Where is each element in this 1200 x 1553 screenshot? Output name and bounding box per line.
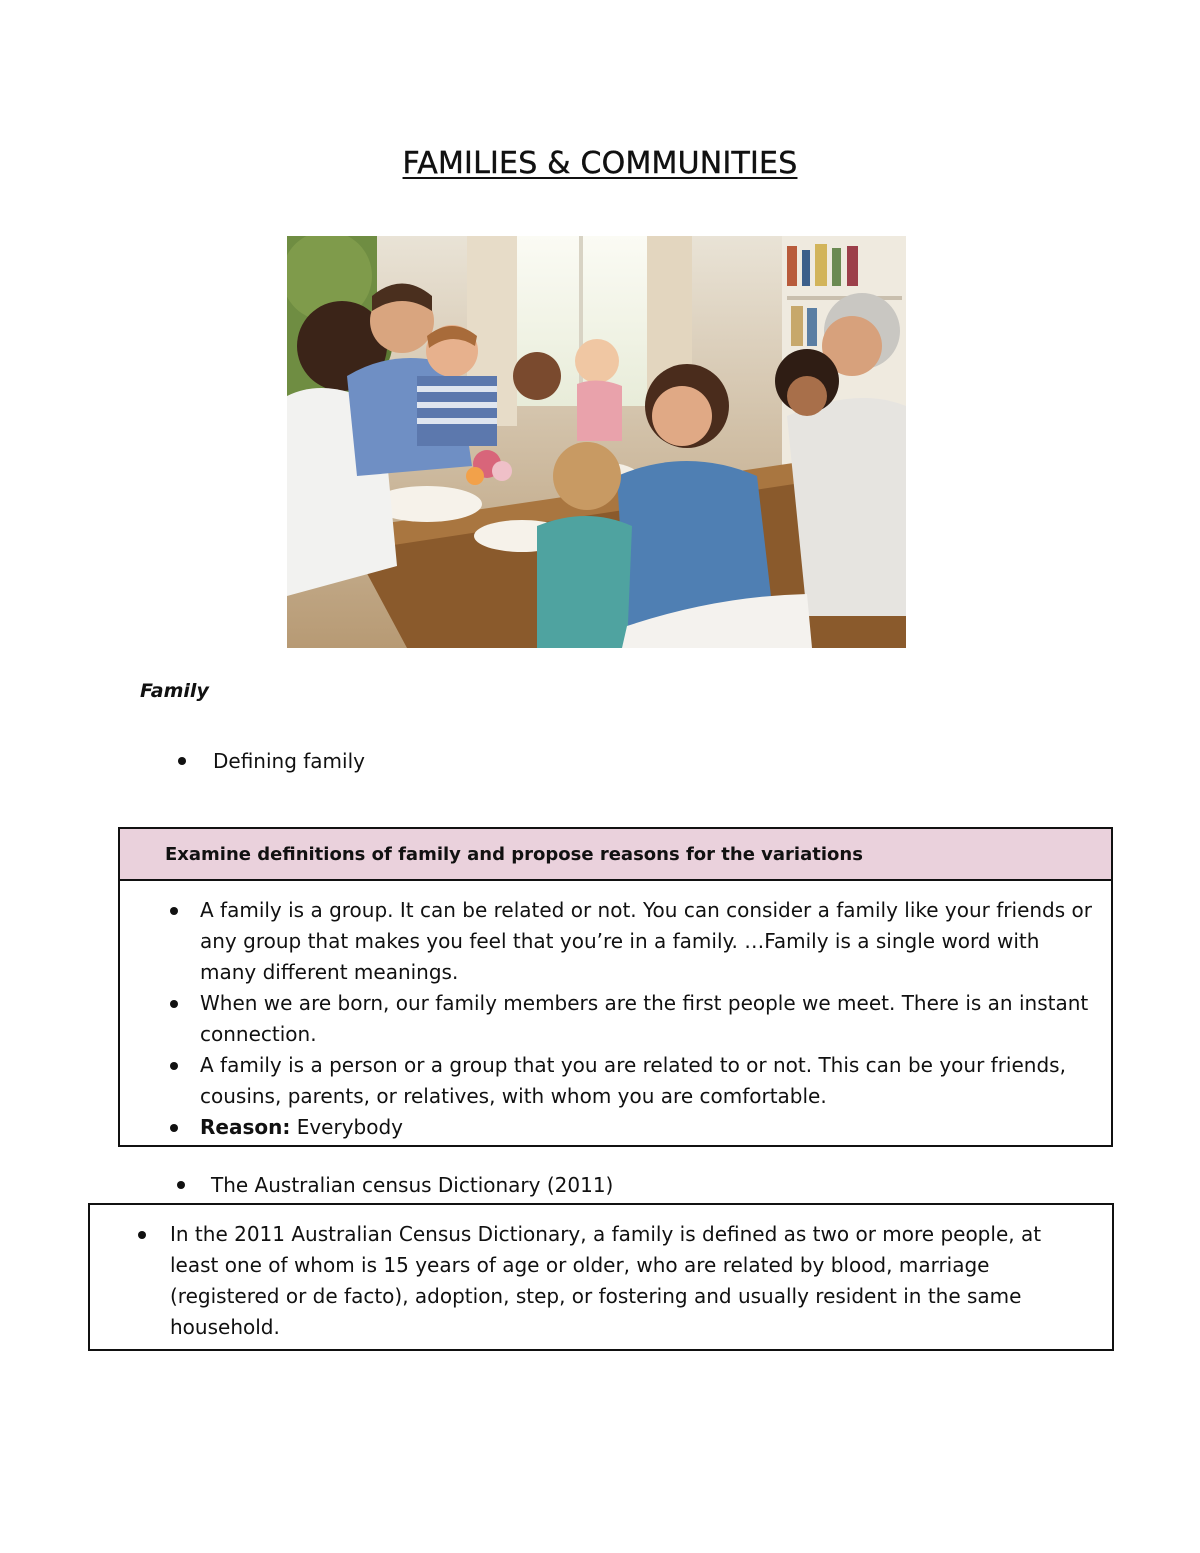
bullet-icon bbox=[170, 1124, 178, 1132]
section-heading-family: Family bbox=[140, 680, 209, 702]
list-item-reason bbox=[120, 1112, 1093, 1143]
list-item-text: A family is a person or a group that you are related to or not. This can be your friends, cousins, parents, or relatives, with whom you are comfortable. bbox=[200, 1053, 1066, 1108]
reason-text: Everybody bbox=[290, 1115, 403, 1139]
census-dictionary-text: The Australian census Dictionary (2011) bbox=[211, 1173, 614, 1197]
census-definition-box bbox=[88, 1203, 1114, 1351]
list-item-text: When we are born, our family members are the first people we meet. There is an instant connection. bbox=[200, 991, 1089, 1046]
page-title bbox=[0, 146, 1200, 181]
census-definition-text: In the 2011 Australian Census Dictionary, a family is defined as two or more people, at least one of whom is 15 years of age or older, who are related by blood, marriage (registered or de facto), adoption, step, or fostering and usually resident in the same household. bbox=[170, 1222, 1042, 1339]
defining-family-text: Defining family bbox=[213, 749, 365, 773]
bullet-icon bbox=[177, 1181, 185, 1189]
census-definition-list bbox=[90, 1205, 1112, 1343]
bullet-icon bbox=[138, 1231, 146, 1239]
bullet-icon bbox=[170, 907, 178, 915]
list-item-text: A family is a group. It can be related or not. You can consider a family like your friends or any group that makes you feel that you’re in a family. …Family is a single word with many different meanings. bbox=[200, 898, 1092, 984]
page-title-text: FAMILIES & COMMUNITIES bbox=[402, 146, 798, 181]
bullet-icon bbox=[170, 1000, 178, 1008]
list-item bbox=[120, 988, 1093, 1050]
definitions-list bbox=[120, 881, 1111, 1143]
list-item bbox=[90, 1219, 1072, 1343]
definitions-table bbox=[118, 827, 1113, 1147]
list-item bbox=[120, 1050, 1093, 1112]
bullet-icon bbox=[178, 757, 186, 765]
list-item bbox=[120, 895, 1093, 988]
bullet-icon bbox=[170, 1062, 178, 1070]
family-dinner-photo bbox=[287, 236, 906, 648]
census-dictionary-bullet bbox=[177, 1173, 613, 1197]
definitions-table-header: Examine definitions of family and propose reasons for the variations bbox=[120, 829, 1111, 881]
defining-family-bullet bbox=[178, 749, 365, 773]
reason-label: Reason: bbox=[200, 1115, 291, 1139]
